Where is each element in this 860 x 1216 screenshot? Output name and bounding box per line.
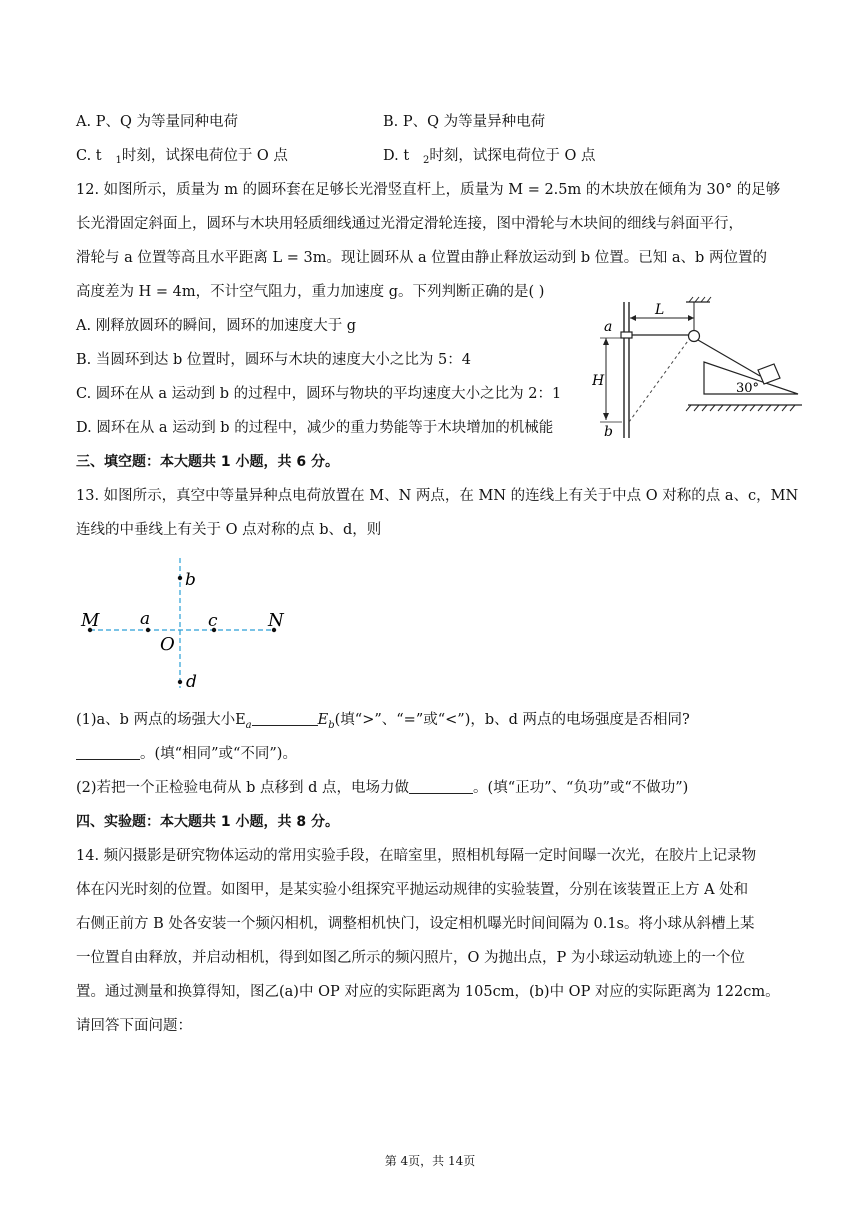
q14-stem-line-1: 14. 频闪摄影是研究物体运动的常用实验手段，在暗室里，照相机每隔一定时间曝一次光，在胶片上记录物 [76,848,757,864]
point-d [178,680,182,684]
q12-option-c: C. 圆环在从 a 运动到 b 的过程中，圆环与物块的平均速度大小之比为 2：1 [76,386,562,402]
q14-stem-line-5: 置。通过测量和换算得知，图乙(a)中 OP 对应的实际距离为 105cm，(b)中 OP 对应的实际距离为 122cm。 [76,984,780,1000]
label-l: L [655,302,665,318]
label-b: b [604,424,613,440]
label-d: d [186,672,197,692]
answer-blank-3[interactable] [409,779,473,794]
q13-charge-figure [76,552,296,694]
h-arrow-head-bottom [603,413,609,420]
q11-option-b: B. P、Q 为等量异种电荷 [383,114,546,130]
dashed-string [629,338,690,422]
label-a: a [604,319,613,335]
q14-stem-line-3: 右侧正前方 B 处各安装一个频闪相机，调整相机快门，设定相机曝光时间间隔为 0.1s。将小球从斜槽上某 [76,916,755,932]
q12-stem-line-1: 12. 如图所示，质量为 m 的圆环套在足够长光滑竖直杆上，质量为 M = 2.5m 的木块放在倾角为 30° 的足够 [76,182,781,198]
point-b [178,576,182,580]
q13-part-2: (2)若把一个正检验电荷从 b 点移到 d 点，电场力做 。(填“正功”、“负功”或“不做功”) [76,780,689,796]
q12-stem-line-3: 滑轮与 a 位置等高且水平距离 L = 3m。现让圆环从 a 位置由静止释放运动到 b 位置。已知 a、b 两位置的 [76,250,767,266]
q14-stem-line-2: 体在闪光时刻的位置。如图甲，是某实验小组探究平抛运动规律的实验装置，分别在该装置正上方 A 处和 [76,882,749,898]
q13-stem-line-2: 连线的中垂线上有关于 O 点对称的点 b、d，则 [76,522,382,538]
pulley-circle [689,331,700,342]
ground-hatch [686,405,795,411]
section-4-heading: 四、实验题：本大题共 1 小题，共 8 分。 [76,814,339,830]
ceiling-hatch [689,297,711,302]
answer-blank-1[interactable] [252,711,318,726]
label-n: N [268,610,284,631]
section-3-heading: 三、填空题：本大题共 1 小题，共 6 分。 [76,454,339,470]
label-c: c [208,611,218,631]
label-m: M [81,610,100,631]
label-a: a [140,609,151,629]
q14-stem-line-6: 请回答下面问题： [76,1018,192,1034]
l-arrow-head-right [688,315,694,321]
page-footer: 第 4页，共 14页 [384,1154,476,1168]
q12-option-d: D. 圆环在从 a 运动到 b 的过程中，减少的重力势能等于木块增加的机械能 [76,420,554,436]
q12-option-a: A. 刚释放圆环的瞬间，圆环的加速度大于 g [76,318,357,334]
q12-stem-line-4: 高度差为 H = 4m，不计空气阻力，重力加速度 g。下列判断正确的是( ) [76,284,545,300]
l-arrow-head-left [630,315,636,321]
label-o: O [160,634,175,655]
ring-shape [621,332,632,338]
q13-part-1-continued: 。(填“相同”或“不同”)。 [76,744,297,764]
q11-option-c: C. t $_1$时刻，试探电荷位于 O 点 [76,148,288,166]
h-arrow-head-top [603,338,609,345]
label-b: b [185,570,196,590]
answer-blank-2[interactable] [76,745,140,760]
q12-stem-line-2: 长光滑固定斜面上，圆环与木块用轻质细线通过光滑定滑轮连接，图中滑轮与木块间的细线与斜面平行， [76,216,743,232]
label-h: H [592,373,605,389]
q13-stem-line-1: 13. 如图所示，真空中等量异种点电荷放置在 M、N 两点，在 MN 的连线上有关于中点 O 对称的点 a、c，MN [76,488,799,504]
q13-part-1: (1)a、b 两点的场强大小$E_a$ $E_b$(填“>”、“=”或“<”)，b、d 两点的电场强度是否相同? [76,712,690,731]
q11-option-a: A. P、Q 为等量同种电荷 [76,114,238,130]
q11-option-d: D. t $_2$时刻，试探电荷位于 O 点 [383,148,596,166]
angle-label: 30° [736,381,760,396]
q12-pulley-figure [592,296,808,442]
q14-stem-line-4: 一位置自由释放，并启动相机，得到如图乙所示的频闪照片，O 为抛出点，P 为小球运动轨迹上的一个位 [76,950,745,966]
q12-option-b: B. 当圆环到达 b 位置时，圆环与木块的速度大小之比为 5：4 [76,352,471,368]
